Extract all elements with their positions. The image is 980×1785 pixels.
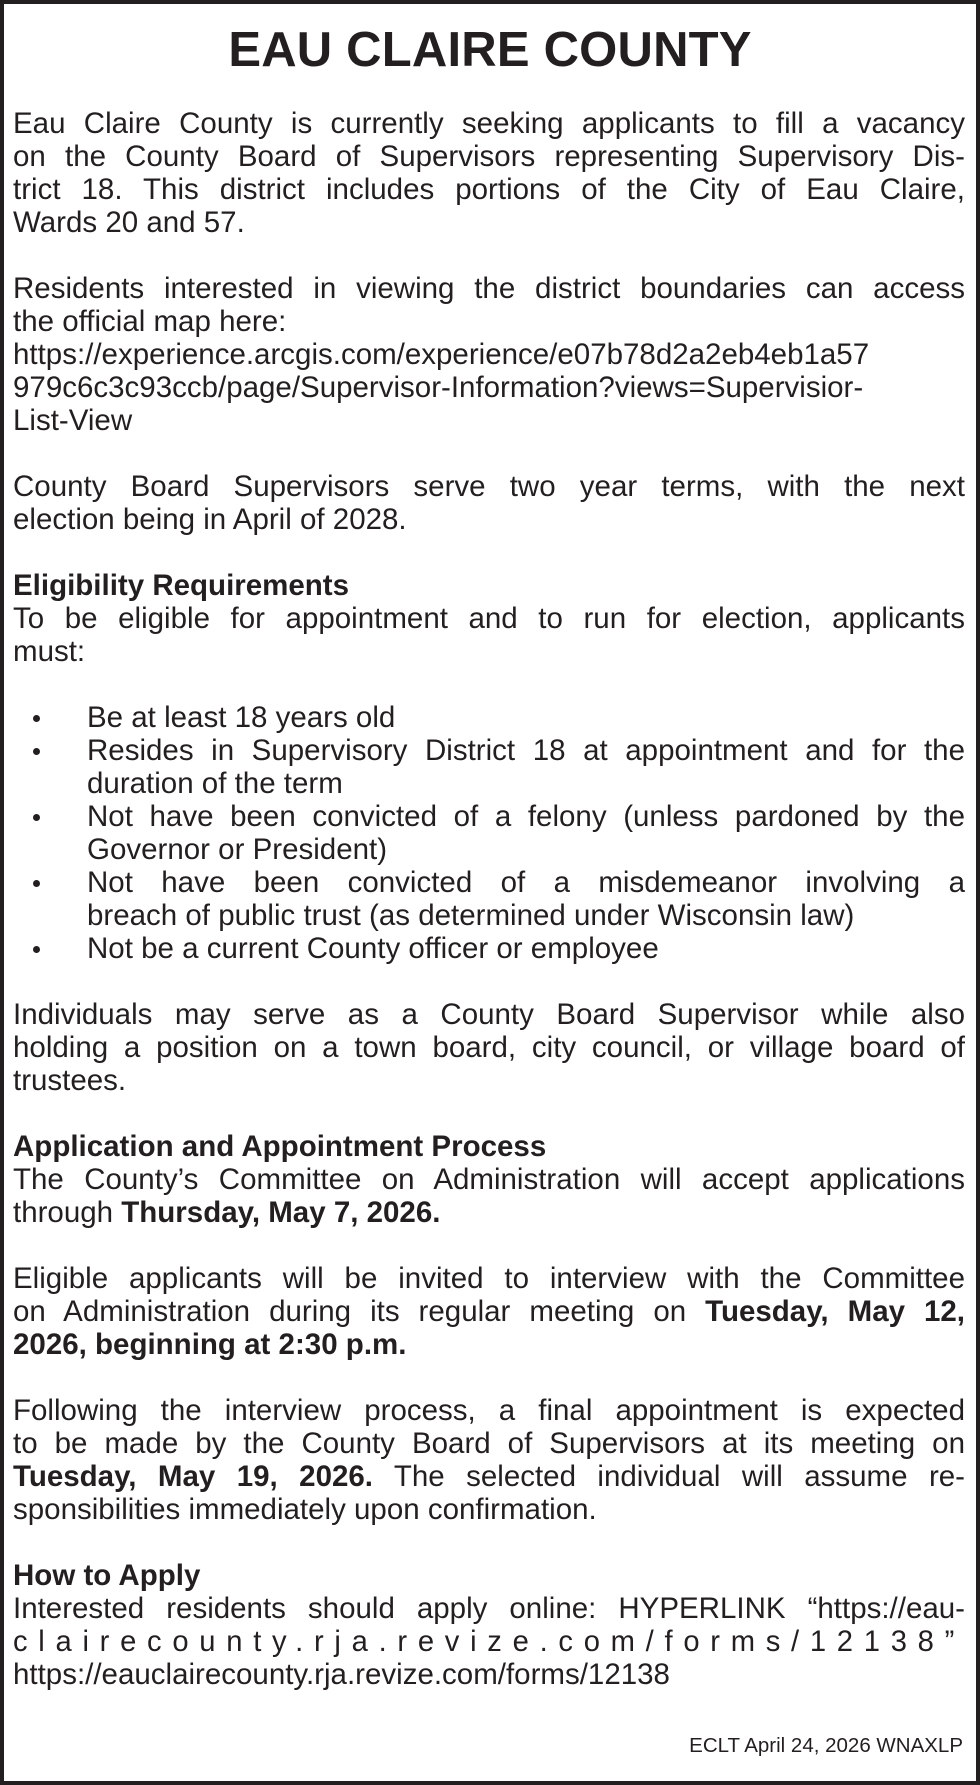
apply-line: Interested residents should apply online: HYPERLINK “https://eau- [13, 1592, 965, 1625]
apply-heading: How to Apply [13, 1559, 201, 1592]
list-item-text: Not have been convicted of a misdemeanor involving a [87, 866, 965, 899]
bullet-icon [33, 814, 40, 821]
apply-line-spaced [13, 1625, 965, 1658]
interview-line [13, 1295, 965, 1328]
interview-time: 2026, beginning at 2:30 p.m. [13, 1328, 407, 1361]
appointment-line [13, 1460, 965, 1493]
bullet-icon [33, 748, 40, 755]
dual-service-line: Individuals may serve as a County Board Supervisor while also [13, 998, 965, 1031]
interview-text: on Administration during its regular meeting on [13, 1295, 706, 1328]
process-line: The County’s Committee on Administration will accept applications [13, 1163, 965, 1196]
terms-line: election being in April of 2028. [13, 503, 407, 536]
interview-line: Eligible applicants will be invited to interview with the Committee [13, 1262, 965, 1295]
apply-url-spaced[interactable]: clairecounty.rja.revize.com/forms/12138” [13, 1625, 966, 1658]
apply-link[interactable]: https://eauclairecounty.rja.revize.com/forms/12138 [13, 1658, 670, 1691]
process-line [13, 1196, 965, 1229]
map-line: the official map here: [13, 305, 287, 338]
dual-service-line: holding a position on a town board, city council, or village board of [13, 1031, 965, 1064]
bullet-icon [33, 715, 40, 722]
appointment-line: Following the interview process, a final appointment is expected [13, 1394, 965, 1427]
appointment-text: The selected individual will assume re- [372, 1460, 965, 1493]
publication-footer: ECLT April 24, 2026 WNAXLP [689, 1734, 963, 1757]
notice-title: EAU CLAIRE COUNTY [228, 23, 752, 77]
list-item-text: Governor or President) [87, 833, 388, 866]
map-url-line[interactable]: https://experience.arcgis.com/experience/e07b78d2a2eb4eb1a57 [13, 338, 870, 371]
list-item-text: Not be a current County officer or employee [87, 932, 659, 965]
list-item-text: Not have been convicted of a felony (unless pardoned by the [87, 800, 965, 833]
bullet-icon [33, 880, 40, 887]
dual-service-line: trustees. [13, 1064, 127, 1097]
bullet-icon [33, 946, 40, 953]
list-item-text: duration of the term [87, 767, 343, 800]
map-line: Residents interested in viewing the district boundaries can access [13, 272, 965, 305]
list-item-text: Resides in Supervisory District 18 at appointment and for the [87, 734, 965, 767]
appointment-line: to be made by the County Board of Supervisors at its meeting on [13, 1427, 965, 1460]
process-heading: Application and Appointment Process [13, 1130, 547, 1163]
eligibility-intro-line: To be eligible for appointment and to run for election, applicants [13, 602, 965, 635]
intro-line: Eau Claire County is currently seeking applicants to fill a vacancy [13, 107, 965, 140]
map-url-line[interactable]: 979c6c3c93ccb/page/Supervisor-Information?views=Supervisior- [13, 371, 864, 404]
list-item-text: breach of public trust (as determined under Wisconsin law) [87, 899, 855, 932]
terms-line: County Board Supervisors serve two year terms, with the next [13, 470, 965, 503]
interview-date: Tuesday, May 12, [705, 1295, 966, 1328]
map-url-line[interactable]: List-View [13, 404, 133, 437]
appointment-date: Tuesday, May 19, 2026. [13, 1460, 373, 1493]
intro-line: trict 18. This district includes portions of the City of Eau Claire, [13, 173, 965, 206]
appointment-line: sponsibilities immediately upon confirmation. [13, 1493, 597, 1526]
deadline-date: Thursday, May 7, 2026. [121, 1196, 441, 1229]
intro-line: Wards 20 and 57. [13, 206, 245, 239]
eligibility-intro-line: must: [13, 635, 86, 668]
intro-line: on the County Board of Supervisors representing Supervisory Dis- [13, 140, 965, 173]
eligibility-heading: Eligibility Requirements [13, 569, 350, 602]
process-text: through [13, 1196, 122, 1229]
list-item-text: Be at least 18 years old [87, 701, 396, 734]
